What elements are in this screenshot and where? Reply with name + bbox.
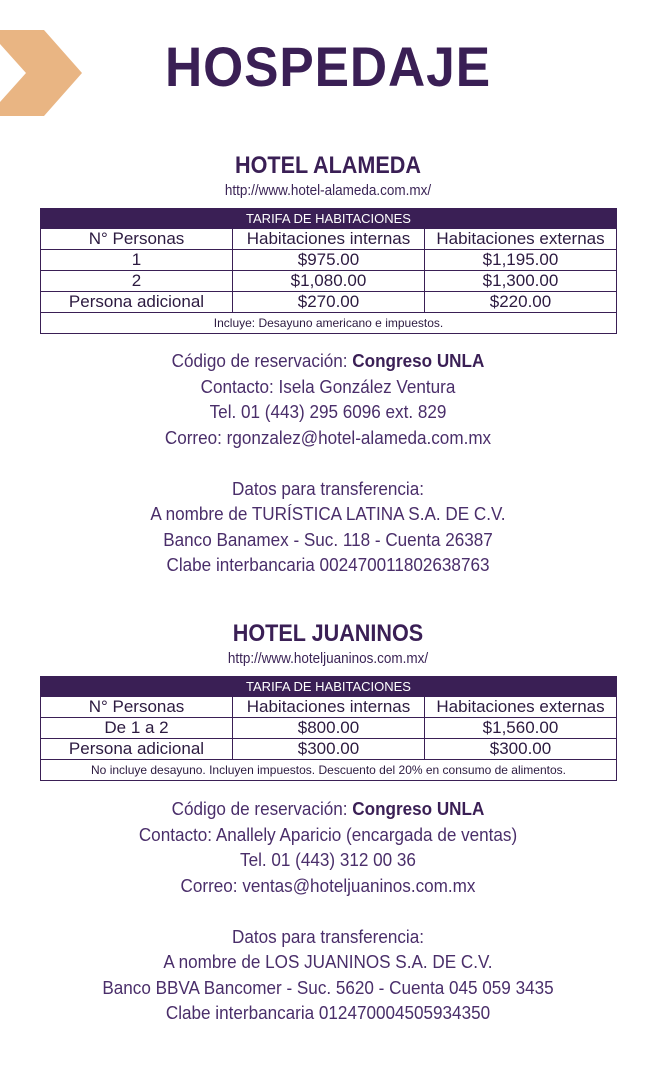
contact: Contacto: Isela González Ventura	[200, 376, 456, 397]
hotel-url[interactable]: http://www.hoteljuaninos.com.mx/	[227, 650, 429, 667]
table-cell: $800.00	[233, 718, 425, 739]
phone: Tel. 01 (443) 312 00 36	[240, 850, 416, 870]
hotel-alameda-header	[0, 152, 656, 200]
table-cell: $1,195.00	[425, 250, 617, 271]
table-cell: 2	[41, 271, 233, 292]
transfer-title: Datos para transferencia:	[231, 478, 424, 499]
reservation-line	[16, 797, 639, 823]
bank-details: Banco Banamex - Suc. 118 - Cuenta 26387	[163, 529, 493, 550]
table-header: TARIFA DE HABITACIONES	[41, 209, 617, 229]
phone: Tel. 01 (443) 295 6096 ext. 829	[209, 402, 447, 422]
email[interactable]: Correo: ventas@hoteljuaninos.com.mx	[180, 875, 476, 896]
clabe: Clabe interbancaria 002470011802638763	[166, 555, 490, 575]
table-cell: $1,080.00	[233, 271, 425, 292]
rates-table-alameda	[40, 208, 617, 334]
page-title: HOSPEDAJE	[164, 35, 492, 98]
table-row	[41, 292, 617, 313]
hotel-alameda-info	[0, 349, 656, 579]
hotel-url[interactable]: http://www.hotel-alameda.com.mx/	[224, 182, 432, 199]
table-cell: $300.00	[233, 739, 425, 760]
reservation-label: Código de reservación:	[171, 351, 353, 371]
hotel-name: HOTEL JUANINOS	[232, 620, 424, 647]
table-cell: $975.00	[233, 250, 425, 271]
transfer-name: A nombre de TURÍSTICA LATINA S.A. DE C.V.	[150, 504, 506, 524]
table-cell: $1,300.00	[425, 271, 617, 292]
table-cell: $1,560.00	[425, 718, 617, 739]
table-cell: $270.00	[233, 292, 425, 313]
table-cell: $300.00	[425, 739, 617, 760]
column-header: Habitaciones internas	[233, 229, 425, 250]
bank-details: Banco BBVA Bancomer - Suc. 5620 - Cuenta 045 059 3435	[102, 977, 554, 998]
table-note: Incluye: Desayuno americano e impuestos.	[41, 313, 617, 334]
rates-table-juaninos	[40, 676, 617, 781]
reservation-label: Código de reservación:	[171, 799, 353, 819]
transfer-name: A nombre de LOS JUANINOS S.A. DE C.V.	[163, 952, 493, 972]
table-row	[41, 718, 617, 739]
column-header: N° Personas	[41, 229, 233, 250]
table-note: No incluye desayuno. Incluyen impuestos. Descuento del 20% en consumo de alimentos.	[41, 760, 617, 781]
table-cell: Persona adicional	[41, 739, 233, 760]
hotel-name: HOTEL ALAMEDA	[234, 152, 421, 179]
contact: Contacto: Anallely Aparicio (encargada de ventas)	[138, 824, 518, 845]
reservation-code: Congreso UNLA	[352, 799, 485, 819]
clabe: Clabe interbancaria 012470004505934350	[165, 1003, 491, 1023]
table-cell: De 1 a 2	[41, 718, 233, 739]
table-row	[41, 250, 617, 271]
table-cell: 1	[41, 250, 233, 271]
hotel-juaninos-info	[0, 797, 656, 1027]
table-column-headers	[41, 229, 617, 250]
email[interactable]: Correo: rgonzalez@hotel-alameda.com.mx	[164, 427, 492, 448]
column-header: Habitaciones externas	[425, 229, 617, 250]
table-cell: $220.00	[425, 292, 617, 313]
table-header: TARIFA DE HABITACIONES	[41, 677, 617, 697]
hotel-juaninos-header	[0, 620, 656, 668]
table-column-headers	[41, 697, 617, 718]
reservation-code: Congreso UNLA	[352, 351, 485, 371]
column-header: Habitaciones externas	[425, 697, 617, 718]
column-header: N° Personas	[41, 697, 233, 718]
transfer-title: Datos para transferencia:	[231, 926, 424, 947]
table-row	[41, 739, 617, 760]
column-header: Habitaciones internas	[233, 697, 425, 718]
reservation-line	[16, 349, 639, 375]
table-row	[41, 271, 617, 292]
table-cell: Persona adicional	[41, 292, 233, 313]
